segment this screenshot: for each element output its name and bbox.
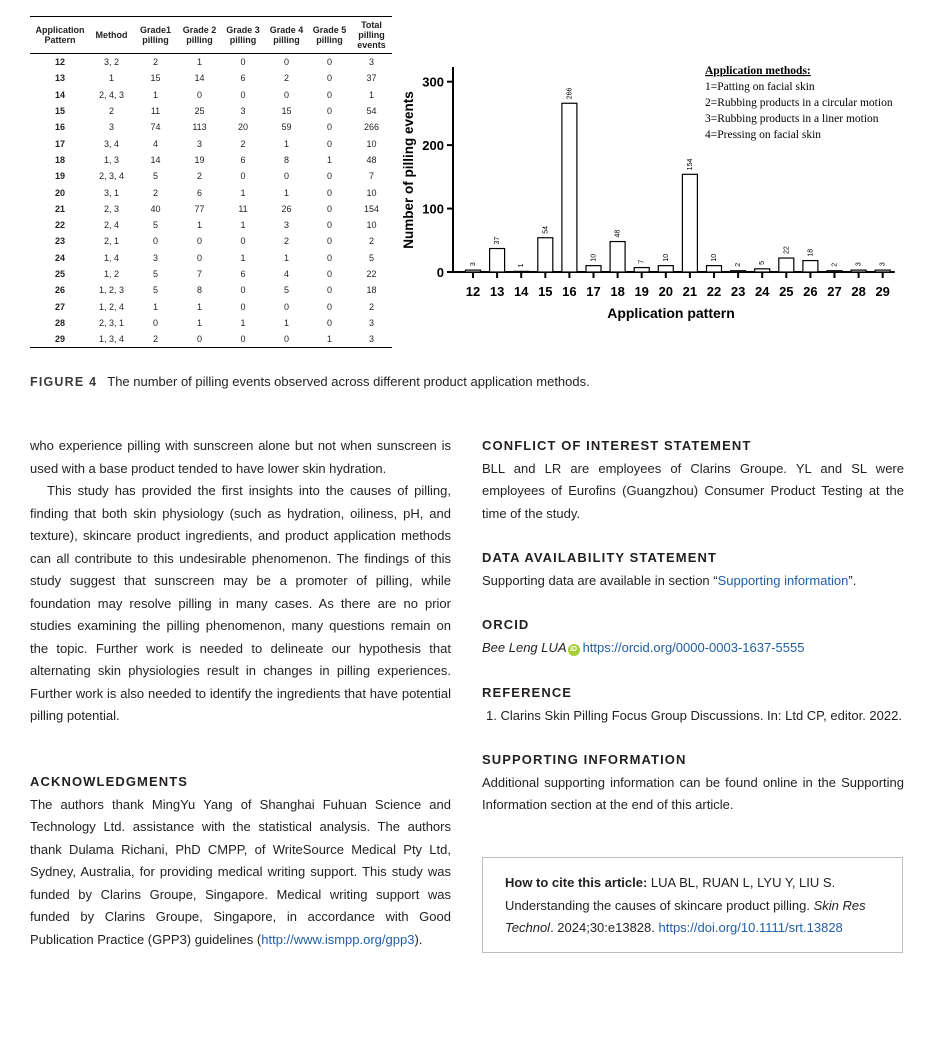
method-cell: 2, 3 bbox=[103, 203, 119, 214]
count-cell: 3 bbox=[240, 106, 246, 117]
count-cell: 0 bbox=[240, 285, 246, 296]
x-tick-label: 26 bbox=[803, 284, 818, 299]
count-cell: 10 bbox=[366, 220, 377, 231]
pattern-cell: 18 bbox=[54, 154, 65, 165]
section-heading: REFERENCE bbox=[482, 685, 573, 700]
count-cell: 1 bbox=[240, 317, 246, 328]
x-tick-label: 22 bbox=[706, 284, 722, 299]
section-heading: SUPPORTING INFORMATION bbox=[482, 752, 687, 767]
col-header: Grade 5 pilling bbox=[308, 17, 351, 54]
y-tick-label: 100 bbox=[422, 201, 444, 217]
count-cell: 0 bbox=[326, 269, 332, 279]
method-cell: 2, 1 bbox=[103, 236, 119, 247]
count-cell: 7 bbox=[368, 171, 374, 182]
count-cell: 14 bbox=[194, 73, 205, 84]
citation-authors: LUA BL, RUAN L, LYU Y, LIU S. Understanding the causes of skincare product pilling. bbox=[505, 875, 836, 913]
bar-data-label: 18 bbox=[807, 248, 815, 257]
count-cell: 1 bbox=[326, 154, 332, 165]
bar-data-label: 10 bbox=[711, 253, 718, 262]
acknowledgments-tail: ). bbox=[414, 931, 423, 947]
count-cell: 0 bbox=[326, 236, 332, 247]
count-cell: 1 bbox=[196, 220, 202, 231]
bar-data-label: 3 bbox=[470, 262, 477, 267]
bar-data-label: 22 bbox=[783, 246, 791, 255]
y-tick-label: 0 bbox=[436, 265, 444, 280]
col-header: Grade 3 pilling bbox=[221, 17, 265, 54]
table-row bbox=[30, 152, 392, 168]
count-cell: 154 bbox=[363, 203, 380, 214]
body-paragraph: This study has provided the first insights into the causes of pilling, finding that both skin physiology (such as hydration, oiliness, pH, and texture), skincare product ingredients, and product application methods can all contribute to this undesirable phenomenon. The findings of this study suggest that sunscreen may be a promoter of pilling, while foundation may resolve pilling in many cases. As there are no prior studies examining the pilling phenomenon, many questions remain on the topic. Further work is needed to delineate our hypothesis that alternating skin physiologies result in changes in pilling experiences. Further work is also needed to identify the ingredients that have potential pilling potential. bbox=[30, 483, 451, 723]
table-row bbox=[30, 217, 392, 233]
method-cell: 1, 2, 3 bbox=[98, 285, 125, 296]
count-cell: 1 bbox=[240, 220, 246, 231]
gpp3-link[interactable]: http://www.ismpp.org/gpp3 bbox=[261, 931, 415, 947]
count-cell: 11 bbox=[150, 106, 161, 117]
count-cell: 37 bbox=[366, 73, 377, 84]
figure-caption bbox=[30, 374, 590, 389]
count-cell: 10 bbox=[366, 138, 377, 149]
count-cell: 6 bbox=[240, 269, 246, 279]
y-tick-label: 300 bbox=[422, 74, 444, 90]
citation-details: . 2024;30:e13828. bbox=[550, 920, 659, 935]
section-heading: ACKNOWLEDGMENTS bbox=[30, 774, 189, 789]
count-cell: 0 bbox=[196, 236, 202, 247]
count-cell: 0 bbox=[196, 252, 202, 263]
count-cell: 0 bbox=[240, 171, 246, 182]
acknowledgments-section bbox=[30, 771, 451, 951]
count-cell: 3 bbox=[152, 252, 158, 263]
x-tick-label: 25 bbox=[779, 284, 794, 299]
count-cell: 10 bbox=[366, 187, 377, 198]
count-cell: 0 bbox=[265, 331, 308, 348]
table-row bbox=[30, 233, 392, 249]
method-cell: 3, 1 bbox=[103, 187, 119, 198]
bar bbox=[851, 270, 866, 272]
count-cell: 2 bbox=[283, 73, 289, 84]
bar-data-label: 3 bbox=[879, 262, 887, 267]
count-cell: 5 bbox=[152, 220, 158, 231]
reference-item: 1. Clarins Skin Pilling Focus Group Discussions. In: Ltd CP, editor. 2022. bbox=[486, 707, 902, 723]
legend-item: 1=Patting on facial skin bbox=[705, 81, 815, 93]
pattern-cell: 14 bbox=[54, 89, 65, 100]
body-paragraph: who experience pilling with sunscreen alone but not when sunscreen is used with a base product tended to have lower skin hydration. bbox=[30, 438, 451, 476]
method-cell: 3, 4 bbox=[103, 138, 119, 149]
count-cell: 3 bbox=[368, 57, 374, 68]
data-availability-tail: ”. bbox=[848, 572, 857, 588]
table-row bbox=[30, 331, 392, 348]
method-cell: 1, 3 bbox=[103, 154, 119, 165]
data-availability-section bbox=[482, 547, 904, 592]
count-cell: 77 bbox=[194, 203, 205, 214]
pattern-cell: 22 bbox=[54, 220, 65, 231]
pattern-cell: 17 bbox=[54, 138, 65, 149]
x-tick-label: 21 bbox=[682, 284, 698, 299]
bar-data-label: 3 bbox=[855, 262, 863, 267]
bar bbox=[755, 269, 770, 272]
count-cell: 0 bbox=[326, 187, 332, 198]
count-cell: 1 bbox=[368, 89, 374, 100]
y-axis-label: Number of pilling events bbox=[401, 91, 416, 249]
data-availability-body: Supporting data are available in section “ bbox=[482, 572, 718, 588]
table-row bbox=[30, 184, 392, 200]
count-cell: 0 bbox=[196, 89, 202, 100]
count-cell: 59 bbox=[281, 122, 292, 133]
orcid-entry bbox=[482, 637, 904, 660]
method-cell: 1, 3, 4 bbox=[90, 331, 133, 348]
table-row bbox=[30, 70, 392, 86]
supporting-information-section bbox=[482, 749, 904, 817]
count-cell: 1 bbox=[283, 138, 289, 149]
x-tick-label: 16 bbox=[562, 284, 577, 299]
count-cell: 2 bbox=[368, 236, 374, 247]
x-tick-label: 24 bbox=[754, 284, 770, 299]
table-row bbox=[30, 315, 392, 331]
table-row bbox=[30, 54, 392, 71]
count-cell: 2 bbox=[196, 171, 202, 182]
count-cell: 14 bbox=[150, 154, 161, 165]
pattern-cell: 15 bbox=[54, 106, 65, 117]
count-cell: 0 bbox=[178, 331, 221, 348]
orcid-author-name: Bee Leng LUA bbox=[482, 639, 567, 655]
bar bbox=[731, 271, 746, 272]
pattern-cell: 27 bbox=[54, 301, 65, 312]
acknowledgments-body: The authors thank MingYu Yang of Shanghai Fuhuan Science and Technology Ltd. assistance with the statistical analysis. The authors thank Dulama Richani, PhD CMPP, of WriteSource Medical Pty Ltd, Sydney, Australia, for providing medical writing support. This study was funded by Clarins Groupe, Singapore. Medical writing support was funded by Clarins Groupe, Singapore, in accordance with Good Publication Practice (GPP3) guidelines ( bbox=[30, 796, 451, 947]
bar bbox=[682, 174, 697, 272]
count-cell: 0 bbox=[152, 236, 158, 247]
count-cell: 0 bbox=[221, 331, 265, 348]
left-column bbox=[30, 435, 451, 728]
x-tick-label: 17 bbox=[586, 284, 601, 299]
count-cell: 1 bbox=[152, 301, 158, 312]
section-heading: CONFLICT OF INTEREST STATEMENT bbox=[482, 438, 752, 453]
col-header: Grade 4 pilling bbox=[265, 17, 308, 54]
count-cell: 0 bbox=[283, 57, 289, 68]
table-row bbox=[30, 87, 392, 103]
count-cell: 0 bbox=[326, 138, 332, 149]
count-cell: 0 bbox=[283, 301, 289, 312]
count-cell: 3 bbox=[368, 317, 374, 328]
count-cell: 5 bbox=[368, 252, 374, 263]
count-cell: 1 bbox=[196, 317, 202, 328]
count-cell: 266 bbox=[363, 122, 380, 133]
count-cell: 0 bbox=[326, 122, 332, 133]
col-header: Method bbox=[90, 17, 133, 54]
pilling-bar-chart bbox=[398, 52, 908, 342]
bar bbox=[803, 261, 818, 272]
citation-journal: Skin Res Technol bbox=[505, 897, 866, 935]
count-cell: 1 bbox=[196, 301, 202, 312]
bar bbox=[490, 249, 505, 272]
count-cell: 3 bbox=[283, 220, 289, 231]
chart-legend bbox=[705, 65, 893, 141]
count-cell: 0 bbox=[326, 57, 332, 68]
bar bbox=[538, 238, 553, 272]
method-cell: 1 bbox=[108, 73, 114, 84]
pattern-cell: 19 bbox=[54, 171, 65, 182]
count-cell: 4 bbox=[283, 269, 289, 279]
bar bbox=[562, 103, 577, 272]
section-heading: ORCID bbox=[482, 617, 530, 632]
conflict-section bbox=[482, 435, 904, 525]
pattern-cell: 26 bbox=[54, 285, 65, 296]
bar-data-label: 2 bbox=[735, 262, 743, 267]
bar bbox=[779, 258, 794, 272]
pilling-table-container bbox=[30, 16, 392, 348]
count-cell: 5 bbox=[283, 285, 289, 296]
count-cell: 5 bbox=[152, 171, 158, 182]
bar bbox=[827, 271, 842, 272]
col-header: Application Pattern bbox=[30, 17, 90, 54]
data-availability-text bbox=[482, 570, 904, 593]
count-cell: 6 bbox=[240, 154, 246, 165]
x-tick-label: 28 bbox=[851, 284, 866, 299]
count-cell: 2 bbox=[133, 331, 178, 348]
method-cell: 1, 2, 4 bbox=[98, 301, 125, 312]
count-cell: 2 bbox=[283, 236, 289, 247]
count-cell: 0 bbox=[326, 106, 332, 117]
orcid-link[interactable]: https://orcid.org/0000-0003-1637-5555 bbox=[582, 639, 805, 655]
bar-data-label: 54 bbox=[542, 225, 550, 234]
pattern-cell: 12 bbox=[54, 57, 65, 68]
count-cell: 74 bbox=[150, 122, 161, 133]
acknowledgments-text bbox=[30, 794, 451, 952]
count-cell: 5 bbox=[152, 285, 158, 296]
table-row bbox=[30, 103, 392, 119]
count-cell: 19 bbox=[194, 154, 205, 165]
bar-data-label: 37 bbox=[494, 236, 502, 245]
count-cell: 0 bbox=[240, 89, 246, 100]
count-cell: 15 bbox=[281, 106, 292, 117]
count-cell: 1 bbox=[240, 252, 246, 263]
count-cell: 1 bbox=[152, 89, 158, 100]
pattern-cell: 24 bbox=[54, 252, 65, 263]
col-header: Grade1 pilling bbox=[133, 17, 178, 54]
x-tick-label: 19 bbox=[634, 284, 649, 299]
count-cell: 2 bbox=[240, 138, 246, 149]
count-cell: 2 bbox=[368, 301, 374, 312]
conflict-text: BLL and LR are employees of Clarins Groupe. YL and SL were employees of Eurofins (Guangzhou) Consumer Product Testing at the time of the study. bbox=[482, 460, 904, 521]
pilling-table bbox=[30, 16, 392, 348]
method-cell: 2, 4 bbox=[103, 220, 119, 231]
count-cell: 1 bbox=[283, 252, 289, 263]
citation-doi-link[interactable]: https://doi.org/10.1111/srt.13828 bbox=[658, 920, 843, 935]
figure-label: FIGURE 4 bbox=[30, 375, 98, 389]
count-cell: 0 bbox=[326, 171, 332, 182]
count-cell: 26 bbox=[281, 203, 292, 214]
bar bbox=[466, 270, 481, 272]
bar-data-label: 10 bbox=[590, 253, 598, 262]
bar-data-label: 48 bbox=[614, 229, 622, 238]
count-cell: 0 bbox=[326, 203, 332, 214]
method-cell: 2, 4, 3 bbox=[98, 89, 125, 100]
count-cell: 1 bbox=[196, 57, 202, 68]
method-cell: 2, 3, 1 bbox=[98, 317, 125, 328]
col-header: Total pilling events bbox=[351, 17, 392, 54]
legend-item: 4=Pressing on facial skin bbox=[705, 129, 822, 141]
col-header: Grade 2 pilling bbox=[178, 17, 221, 54]
table-row bbox=[30, 266, 392, 282]
x-tick-label: 23 bbox=[730, 284, 746, 299]
count-cell: 40 bbox=[150, 203, 161, 214]
table-row bbox=[30, 250, 392, 266]
method-cell: 1, 4 bbox=[103, 252, 119, 263]
count-cell: 2 bbox=[152, 187, 158, 198]
count-cell: 0 bbox=[283, 89, 289, 100]
pattern-cell: 16 bbox=[54, 122, 65, 133]
bar-data-label: 154 bbox=[686, 158, 694, 171]
supporting-information-text: Additional supporting information can be found online in the Supporting Information section at the end of this article. bbox=[482, 774, 904, 812]
count-cell: 0 bbox=[326, 301, 332, 312]
count-cell: 0 bbox=[326, 317, 332, 328]
x-tick-label: 15 bbox=[538, 284, 553, 299]
orcid-icon[interactable]: iD bbox=[568, 644, 580, 656]
count-cell: 1 bbox=[283, 317, 289, 328]
count-cell: 1 bbox=[308, 331, 351, 348]
table-row bbox=[30, 168, 392, 184]
supporting-information-link[interactable]: Supporting information bbox=[717, 572, 849, 588]
legend-item: 3=Rubbing products in a liner motion bbox=[705, 113, 879, 125]
table-body bbox=[30, 54, 392, 348]
count-cell: 0 bbox=[283, 171, 289, 182]
count-cell: 25 bbox=[194, 106, 205, 117]
method-cell: 2, 3, 4 bbox=[98, 171, 125, 182]
count-cell: 15 bbox=[150, 73, 161, 84]
bar-data-label: 2 bbox=[831, 262, 839, 267]
table-header-row bbox=[30, 17, 392, 54]
pattern-cell: 28 bbox=[54, 317, 65, 328]
count-cell: 0 bbox=[240, 301, 246, 312]
count-cell: 0 bbox=[240, 236, 246, 247]
orcid-section bbox=[482, 614, 904, 659]
bar bbox=[707, 266, 722, 272]
count-cell: 0 bbox=[326, 220, 332, 231]
bar bbox=[634, 268, 649, 272]
count-cell: 0 bbox=[152, 317, 158, 328]
count-cell: 8 bbox=[283, 154, 289, 165]
bar bbox=[514, 271, 529, 272]
table-row bbox=[30, 282, 392, 298]
count-cell: 20 bbox=[237, 122, 248, 133]
count-cell: 1 bbox=[240, 187, 246, 198]
count-cell: 2 bbox=[152, 57, 158, 68]
chart-bars bbox=[466, 103, 891, 272]
count-cell: 0 bbox=[240, 57, 246, 68]
count-cell: 113 bbox=[192, 122, 207, 133]
count-cell: 6 bbox=[196, 187, 202, 198]
x-tick-label: 29 bbox=[875, 284, 890, 299]
x-tick-label: 27 bbox=[827, 284, 842, 299]
method-cell: 3 bbox=[108, 122, 114, 133]
count-cell: 5 bbox=[152, 269, 158, 279]
figure-caption-text: The number of pilling events observed across different product application methods. bbox=[107, 374, 590, 389]
table-row bbox=[30, 201, 392, 217]
bar bbox=[658, 266, 673, 272]
count-cell: 4 bbox=[152, 138, 158, 149]
bar-data-label: 5 bbox=[759, 260, 767, 265]
pattern-cell: 23 bbox=[54, 236, 65, 247]
pattern-cell: 25 bbox=[54, 269, 65, 279]
legend-title: Application methods: bbox=[705, 65, 811, 77]
x-tick-label: 12 bbox=[465, 284, 481, 299]
bar-data-label: 266 bbox=[566, 87, 574, 100]
bar bbox=[610, 242, 625, 272]
count-cell: 3 bbox=[196, 138, 202, 149]
count-cell: 7 bbox=[196, 269, 202, 279]
count-cell: 0 bbox=[326, 73, 332, 84]
pattern-cell: 13 bbox=[54, 73, 65, 84]
count-cell: 22 bbox=[366, 269, 377, 279]
count-cell: 0 bbox=[326, 285, 332, 296]
citation-box bbox=[482, 857, 903, 953]
count-cell: 11 bbox=[238, 203, 248, 214]
x-tick-label: 18 bbox=[610, 284, 625, 299]
count-cell: 0 bbox=[326, 89, 332, 100]
count-cell: 3 bbox=[351, 331, 392, 348]
count-cell: 54 bbox=[366, 106, 377, 117]
bar-data-label: 10 bbox=[662, 253, 670, 262]
citation-label: How to cite this article: bbox=[505, 875, 648, 890]
count-cell: 6 bbox=[240, 73, 246, 84]
bar-data-label: 7 bbox=[638, 259, 646, 264]
pattern-cell: 21 bbox=[54, 203, 65, 214]
x-tick-label: 13 bbox=[489, 284, 505, 299]
table-row bbox=[30, 135, 392, 151]
x-axis-label: Application pattern bbox=[607, 305, 735, 321]
method-cell: 2 bbox=[108, 106, 114, 117]
count-cell: 48 bbox=[366, 154, 377, 165]
pattern-cell: 20 bbox=[54, 187, 65, 198]
count-cell: 0 bbox=[326, 252, 332, 263]
bar-data-label: 1 bbox=[518, 263, 526, 268]
count-cell: 1 bbox=[283, 187, 289, 198]
y-tick-label: 200 bbox=[422, 138, 444, 154]
pattern-cell: 29 bbox=[30, 331, 90, 348]
count-cell: 8 bbox=[196, 285, 202, 296]
section-heading: DATA AVAILABILITY STATEMENT bbox=[482, 550, 718, 565]
method-cell: 3, 2 bbox=[103, 57, 119, 68]
x-tick-label: 20 bbox=[658, 284, 674, 299]
legend-item: 2=Rubbing products in a circular motion bbox=[705, 97, 893, 109]
bar bbox=[586, 266, 601, 272]
reference-section bbox=[482, 682, 904, 727]
method-cell: 1, 2 bbox=[103, 269, 119, 279]
bar bbox=[875, 270, 890, 272]
count-cell: 18 bbox=[366, 285, 377, 296]
table-row bbox=[30, 119, 392, 135]
x-tick-label: 14 bbox=[513, 284, 529, 299]
table-row bbox=[30, 298, 392, 314]
